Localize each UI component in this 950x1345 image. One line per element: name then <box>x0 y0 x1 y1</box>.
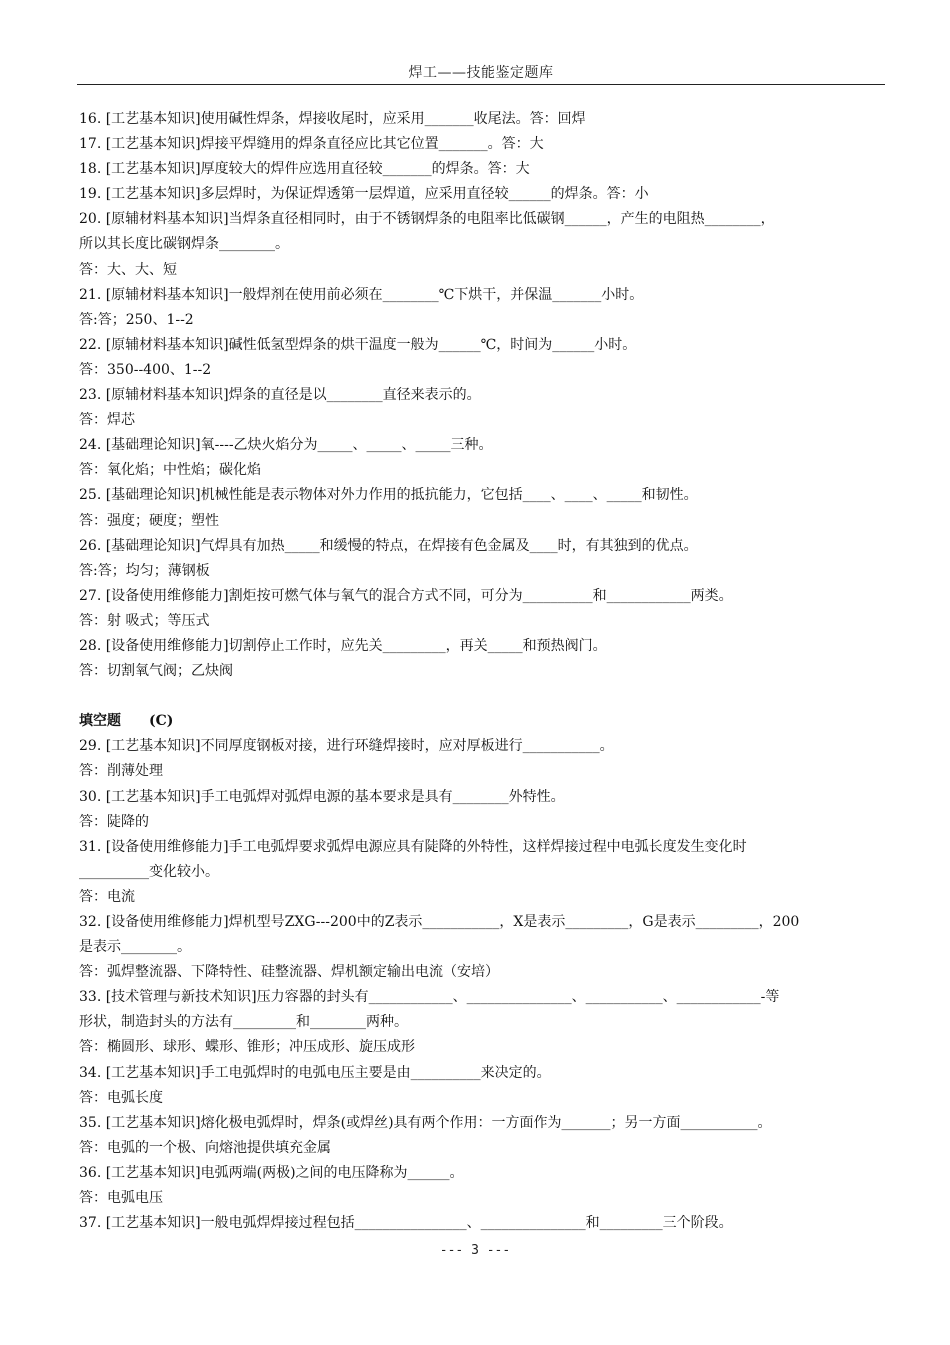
answer-line: 答：350--400、1--2 <box>79 361 212 378</box>
question-line: 17. [工艺基本知识]焊接平焊缝用的焊条直径应比其它位置_______。答：大 <box>79 136 544 153</box>
question-line: 31. [设备使用维修能力]手工电弧焊要求弧焊电源应具有陡降的外特性，这样焊接过程中电弧长度发生变化时 <box>79 838 747 855</box>
question-line: 33. [技术管理与新技术知识]压力容器的封头有____________、_______________、___________、____________-等 <box>79 989 780 1006</box>
answer-line: 答：电弧长度 <box>79 1089 163 1106</box>
question-line: 24. [基础理论知识]氧----乙炔火焰分为_____、_____、_____三种。 <box>79 437 493 454</box>
question-line: 26. [基础理论知识]气焊具有加热_____和缓慢的特点，在焊接有色金属及____时，有其独到的优点。 <box>79 537 698 554</box>
answer-line: 答：大、大、短 <box>79 261 177 278</box>
question-line: 32. [设备使用维修能力]焊机型号ZXG---200中的Z表示___________，X是表示_________，G是表示_________，200 <box>79 914 800 930</box>
question-line: 23. [原辅材料基本知识]焊条的直径是以________直径来表示的。 <box>79 387 481 404</box>
answer-line: 答：陡降的 <box>79 813 149 830</box>
question-line: 30. [工艺基本知识]手工电弧焊对弧焊电源的基本要求是具有________外特性。 <box>79 788 565 805</box>
answer-line: 答：电弧的一个极、向熔池提供填充金属 <box>79 1139 331 1156</box>
page-header-title: 焊工——技能鉴定题库 <box>408 65 554 81</box>
answer-line: 答：椭圆形、球形、蝶形、锥形；冲压成形、旋压成形 <box>79 1039 415 1056</box>
question-list <box>79 107 879 1236</box>
header-divider <box>77 84 885 85</box>
answer-line: 答:答；均匀；薄钢板 <box>79 562 210 579</box>
question-line: 22. [原辅材料基本知识]碱性低氢型焊条的烘干温度一般为______℃，时间为______小时。 <box>79 336 637 353</box>
answer-line: 答：弧焊整流器、下降特性、硅整流器、焊机额定输出电流（安培） <box>79 964 499 981</box>
question-line: 35. [工艺基本知识]熔化极电弧焊时，焊条(或焊丝)具有两个作用：一方面作为_______；另一方面___________。 <box>79 1114 772 1131</box>
question-line: 29. [工艺基本知识]不同厚度钢板对接，进行环缝焊接时，应对厚板进行___________。 <box>79 738 614 755</box>
question-line: __________变化较小。 <box>79 863 219 880</box>
question-line: 36. [工艺基本知识]电弧两端(两极)之间的电压降称为______。 <box>79 1164 464 1181</box>
question-line: 所以其长度比碳钢焊条________。 <box>79 236 289 253</box>
answer-line: 答：射 吸式；等压式 <box>79 612 210 629</box>
page-number: --- 3 --- <box>439 1243 511 1258</box>
question-line: 是表示________。 <box>79 939 191 956</box>
answer-line: 答：电弧电压 <box>79 1190 163 1207</box>
answer-line: 答：削薄处理 <box>79 763 163 780</box>
answer-line: 答:答；250、1--2 <box>79 311 194 328</box>
blank-line <box>79 684 879 709</box>
question-line: 16. [工艺基本知识]使用碱性焊条，焊接收尾时，应采用_______收尾法。答：回焊 <box>79 111 586 127</box>
question-line: 28. [设备使用维修能力]切割停止工作时，应先关_________，再关_____和预热阀门。 <box>79 637 607 654</box>
section-heading: 填空题 (C) <box>79 713 174 730</box>
question-line: 20. [原辅材料基本知识]当焊条直径相同时，由于不锈钢焊条的电阻率比低碳钢______，产生的电阻热________， <box>79 211 775 228</box>
question-line: 37. [工艺基本知识]一般电弧焊焊接过程包括________________、_______________和_________三个阶段。 <box>79 1215 733 1232</box>
question-line: 18. [工艺基本知识]厚度较大的焊件应选用直径较_______的焊条。答：大 <box>79 161 530 178</box>
answer-line: 答：焊芯 <box>79 412 135 429</box>
question-line: 形状，制造封头的方法有_________和________两种。 <box>79 1014 408 1031</box>
question-line: 25. [基础理论知识]机械性能是表示物体对外力作用的抵抗能力，它包括____、____、_____和韧性。 <box>79 487 698 504</box>
answer-line: 答：氧化焰；中性焰；碳化焰 <box>79 462 261 479</box>
question-line: 27. [设备使用维修能力]割炬按可燃气体与氧气的混合方式不同，可分为__________和____________两类。 <box>79 587 733 604</box>
answer-line: 答：切割氧气阀；乙炔阀 <box>79 663 233 680</box>
question-line: 34. [工艺基本知识]手工电弧焊时的电弧电压主要是由__________来决定的。 <box>79 1064 551 1081</box>
answer-line: 答：电流 <box>79 888 135 905</box>
question-line: 19. [工艺基本知识]多层焊时，为保证焊透第一层焊道，应采用直径较______的焊条。答：小 <box>79 186 649 203</box>
answer-line: 答：强度；硬度；塑性 <box>79 512 219 529</box>
question-line: 21. [原辅材料基本知识]一般焊剂在使用前必须在________℃下烘干，并保温_______小时。 <box>79 286 644 303</box>
